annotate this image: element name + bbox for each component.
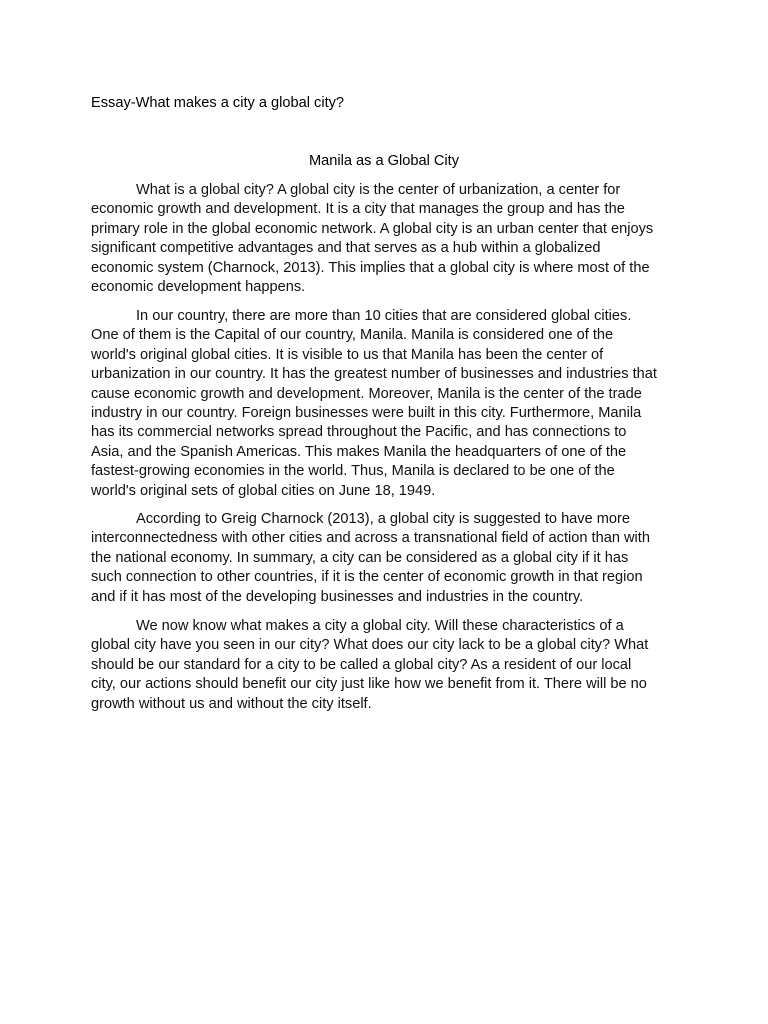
paragraph-line: interconnectedness with other cities and across a transnational field of action than with: [91, 530, 650, 547]
paragraph-line: has its commercial networks spread throughout the Pacific, and has connections to: [91, 424, 627, 441]
paragraph-line: growth without us and without the city itself.: [91, 695, 372, 712]
paragraph-line: What is a global city? A global city is the center of urbanization, a center for: [136, 182, 621, 198]
paragraph-line: the national economy. In summary, a city can be considered as a global city if it has: [91, 549, 629, 566]
paragraph-line: economic development happens.: [91, 279, 306, 295]
paragraph-line: fastest-growing economies in the world. Thus, Manila is declared to be one of the: [91, 463, 615, 480]
paragraph-line: Asia, and the Spanish Americas. This makes Manila the headquarters of one of the: [91, 443, 627, 460]
paragraph-line: significant competitive advantages and that serves as a hub within a globalized: [91, 240, 601, 257]
paragraph-line: such connection to other countries, if it is the center of economic growth in that region: [91, 569, 643, 586]
paragraph-line: industry in our country. Foreign businesses were built in this city. Furthermore, Manila: [91, 405, 642, 421]
paragraph-line: urbanization in our country. It has the greatest number of businesses and industries that: [91, 366, 657, 383]
paragraph-line: economic system (Charnock, 2013). This implies that a global city is where most of the: [91, 259, 650, 276]
paragraph-line: We now know what makes a city a global city. Will these characteristics of a: [136, 618, 624, 634]
paragraph-line: economic growth and development. It is a city that manages the group and has the: [91, 201, 625, 218]
paragraph-line: and if it has most of the developing businesses and industries in the country.: [91, 588, 584, 605]
paragraph-line: primary role in the global economic network. A global city is an urban center that enjoys: [91, 220, 654, 237]
essay-title: Manila as a Global City: [308, 153, 460, 169]
paragraph-line: In our country, there are more than 10 cities that are considered global cities.: [136, 308, 632, 324]
paragraph-line: cause economic growth and development. Moreover, Manila is the center of the trade: [91, 385, 642, 402]
paragraph-line: world's original global cities. It is visible to us that Manila has been the center of: [91, 346, 604, 363]
paragraph-line: One of them is the Capital of our country, Manila. Manila is considered one of the: [91, 327, 614, 344]
essay-heading: Essay-What makes a city a global city?: [91, 95, 345, 111]
paragraph-line: city, our actions should benefit our city just like how we benefit from it. There will be no: [91, 676, 647, 693]
paragraph-line: world's original sets of global cities on June 18, 1949.: [91, 482, 436, 499]
paragraph-line: According to Greig Charnock (2013), a global city is suggested to have more: [136, 511, 631, 527]
paragraph-line: should be our standard for a city to be called a global city? As a resident of our local: [91, 656, 632, 673]
paragraph-line: global city have you seen in our city? What does our city lack to be a global city? What: [91, 637, 649, 654]
